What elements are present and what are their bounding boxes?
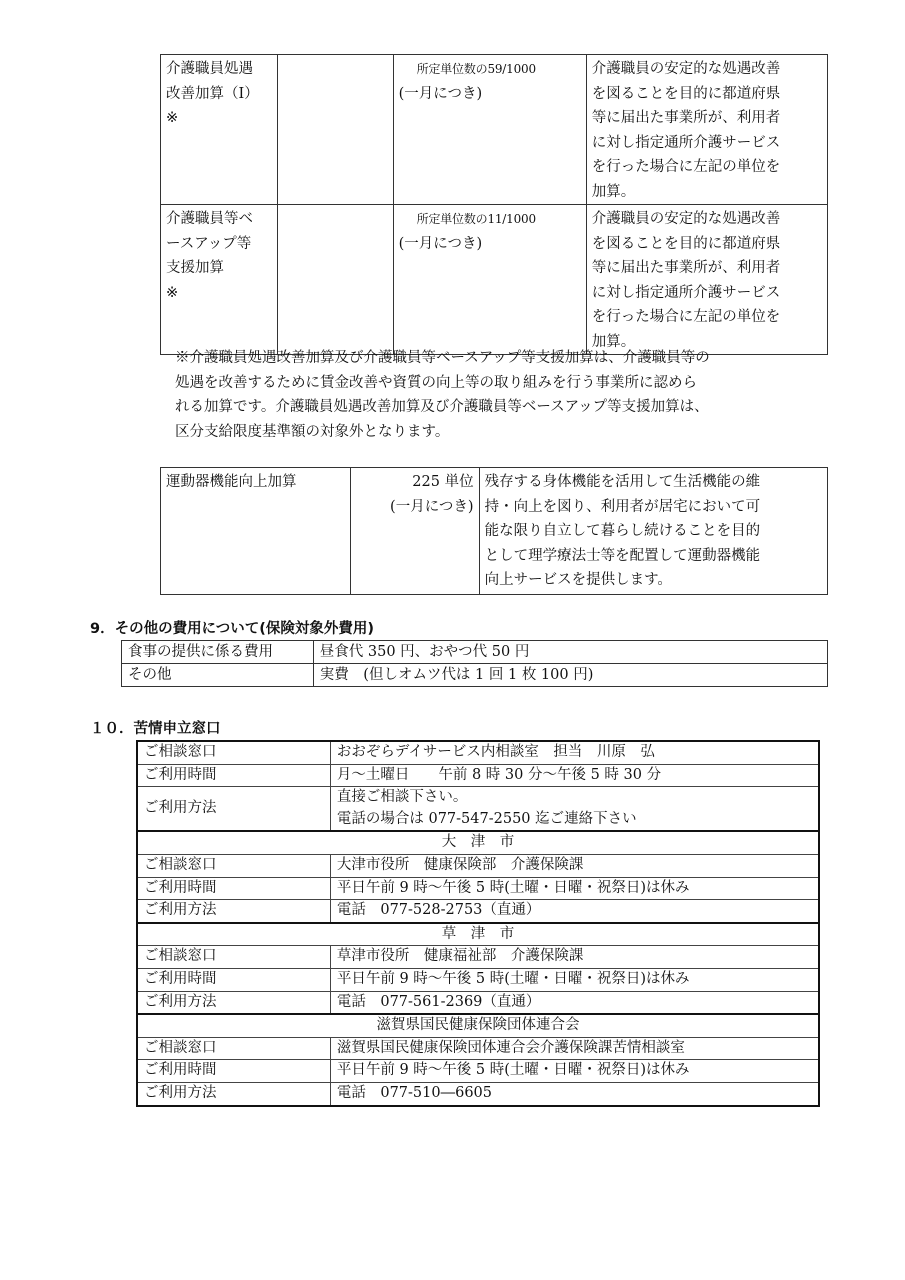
addition-unit-cell [393,205,586,355]
table-row [137,900,819,923]
addition-description-cell [586,205,827,355]
addition-description-cell [586,55,827,205]
table-row [137,764,819,787]
addition-name-line: ※ [166,110,179,126]
addition-description-line: 介護職員の安定的な処遇改善 [591,211,781,227]
addition-description-line: を行った場合に左記の単位を [591,309,781,325]
group-title: 大 津 市 [137,831,819,854]
table-row [137,877,819,900]
section-9-heading: 9．その他の費用について(保険対象外費用) [90,621,375,637]
addition-description-line: を図ることを目的に都道府県 [591,85,781,102]
group-title: 滋賀県国民健康保険団体連合会 [137,1014,819,1037]
window-label: ご利用方法 [137,1082,330,1105]
window-value-line: 電話の場合は 077-547-2550 迄ご連絡下さい [336,810,637,827]
addition-description-line: 等に届出た事業所が、利用者 [591,110,781,126]
addition-name-line: 改善加算（Ⅰ） [166,85,259,102]
note-line: れる加算です。介護職員処遇改善加算及び介護職員等ベースアップ等支援加算は、 [175,399,709,415]
window-value: 滋賀県国民健康保険団体連合会介護保険課苦情相談室 [330,1037,819,1060]
note-line: 区分支給限度基準額の対象外となります。 [175,423,450,440]
table-row [137,1060,819,1083]
window-value: 草津市役所 健康福祉部 介護保険課 [330,946,819,969]
group-title: 草 津 市 [137,923,819,946]
window-label: ご利用時間 [137,1060,330,1083]
table-row [137,1037,819,1060]
motor-function-description-line: 能な限り自立して暮らし続けることを目的 [484,523,761,539]
window-label: ご利用方法 [137,991,330,1014]
addition-name-line: 介護職員処遇 [166,61,253,77]
table-row [161,55,828,205]
addition-description-line: を行った場合に左記の単位を [591,159,781,175]
window-value: 平日午前 9 時～午後 5 時(土曜・日曜・祝祭日)は休み [330,877,819,900]
table-row [137,854,819,877]
note-line: ※介護職員処遇改善加算及び介護職員等ベースアップ等支援加算は、介護職員等の [175,350,710,366]
fee-value: 実費 (但しオムツ代は 1 回 1 枚 100 円) [313,664,827,687]
addition-name-line: 支援加算 [166,260,224,276]
window-label: ご利用時間 [137,877,330,900]
table-row [122,664,828,687]
motor-function-unit-period: (一月につき) [390,498,474,515]
fee-value: 昼食代 350 円、おやつ代 50 円 [313,641,827,664]
window-label: ご利用方法 [137,787,330,832]
addition-unit-cell [393,55,586,205]
addition-unit: 所定単位数の59/1000 [416,62,536,76]
group-title-row [137,923,819,946]
table-row [161,468,828,595]
motor-function-description-line: 向上サービスを提供します。 [484,572,672,588]
complaint-window-table [136,740,820,1107]
motor-function-table [160,467,828,595]
table-row [137,787,819,832]
group-title-row [137,1014,819,1037]
group-title-row [137,831,819,854]
addition-name-line: ースアップ等 [166,235,252,252]
addition-name-line: 介護職員等ベ [166,211,253,227]
motor-function-description-line: として理学療法士等を配置して運動器機能 [484,547,761,564]
section-10-heading: １０．苦情申立窓口 [90,721,221,737]
window-value: 平日午前 9 時～午後 5 時(土曜・日曜・祝祭日)は休み [330,1060,819,1083]
addition-description-line: に対し指定通所介護サービス [591,284,781,301]
window-label: ご相談窓口 [137,1037,330,1060]
window-value: おおぞらデイサービス内相談室 担当 川原 弘 [330,741,819,764]
table-row [137,946,819,969]
window-label: ご相談窓口 [137,854,330,877]
addition-unit-period: (一月につき) [398,235,483,252]
window-value: 電話 077-561-2369（直通） [330,991,819,1014]
window-value-line: 直接ご相談下さい。 [336,789,468,806]
addition-description-line: 加算。 [591,333,636,350]
addition-name-cell [161,205,278,355]
table-row [122,641,828,664]
window-value: 月～土曜日 午前 8 時 30 分～午後 5 時 30 分 [330,764,819,787]
table-row [137,991,819,1014]
note-line: 処遇を改善するために賃金改善や資質の向上等の取り組みを行う事業所に認めら [175,374,697,391]
table-row [161,205,828,355]
empty-cell [278,205,393,355]
empty-cell [278,55,393,205]
table-row [137,968,819,991]
addition-description-line: を図ることを目的に都道府県 [591,235,781,252]
window-label: ご利用時間 [137,968,330,991]
window-label: ご相談窓口 [137,946,330,969]
motor-function-unit: 225 単位 [412,474,474,490]
addition-description-line: 介護職員の安定的な処遇改善 [591,61,781,77]
other-fees-table [121,640,828,687]
motor-function-name: 運動器機能向上加算 [161,468,351,595]
addition-description-line: 加算。 [591,183,636,200]
addition-unit: 所定単位数の11/1000 [416,212,536,226]
addition-description-line: 等に届出た事業所が、利用者 [591,260,781,276]
window-value: 電話 077-510―6605 [330,1082,819,1105]
motor-function-description-cell [479,468,827,595]
addition-note [175,346,839,444]
addition-name-line: ※ [166,284,179,301]
window-value: 大津市役所 健康保険部 介護保険課 [330,854,819,877]
fee-label: 食事の提供に係る費用 [122,641,314,664]
window-value: 電話 077-528-2753（直通） [330,900,819,923]
addition-unit-period: (一月につき) [398,85,483,102]
window-value: 平日午前 9 時～午後 5 時(土曜・日曜・祝祭日)は休み [330,968,819,991]
window-label: ご利用方法 [137,900,330,923]
fee-label: その他 [122,664,314,687]
motor-function-description-line: 残存する身体機能を活用して生活機能の維 [484,474,761,490]
motor-function-unit-cell [350,468,479,595]
table-row [137,1082,819,1105]
window-label: ご利用時間 [137,764,330,787]
table-row [137,741,819,764]
addition-table [160,54,828,355]
window-value-cell [330,787,819,832]
addition-description-line: に対し指定通所介護サービス [591,134,781,151]
addition-name-cell [161,55,278,205]
window-label: ご相談窓口 [137,741,330,764]
motor-function-description-line: 持・向上を図り、利用者が居宅において可 [484,498,761,515]
